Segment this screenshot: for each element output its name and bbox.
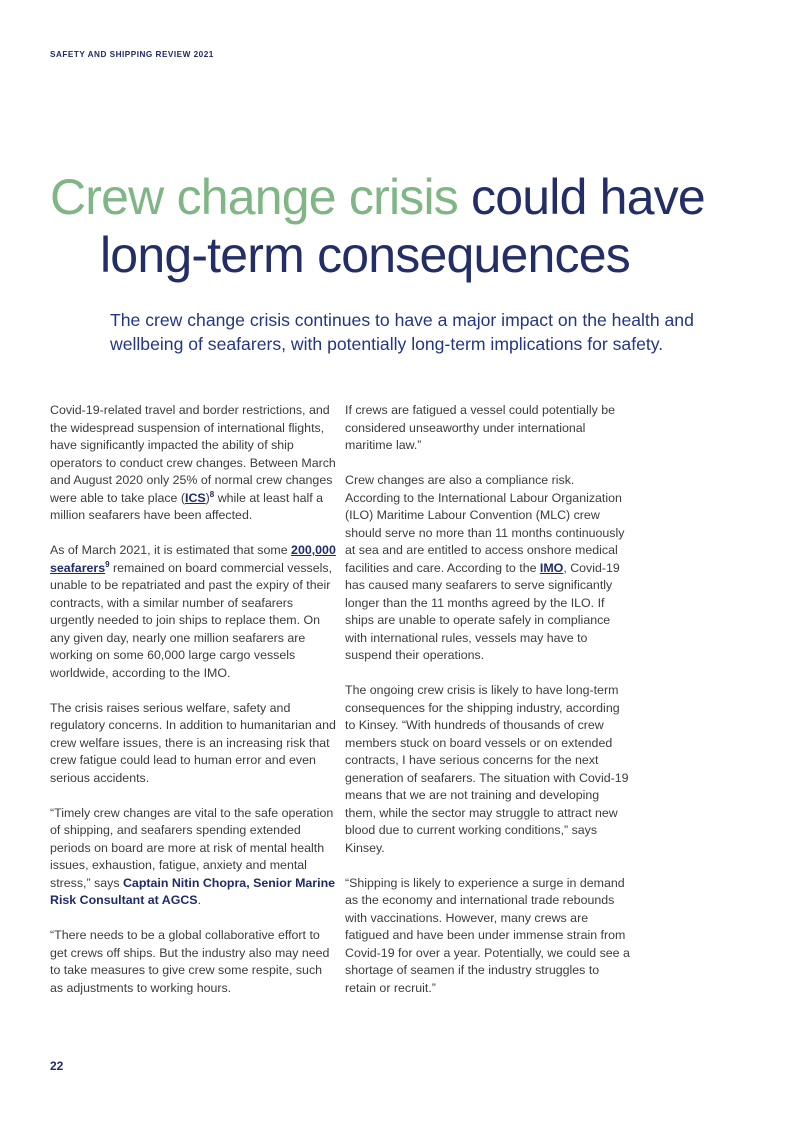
paragraph: If crews are fatigued a vessel could potentially be considered unseaworthy under international maritime law.” <box>345 403 615 452</box>
footnote-ref: 8 <box>209 489 215 499</box>
imo-link[interactable]: IMO <box>539 560 564 575</box>
running-header: SAFETY AND SHIPPING REVIEW 2021 <box>50 50 214 59</box>
title-line-1 <box>50 168 770 226</box>
title-rest: could have <box>457 169 705 225</box>
standfirst: The crew change crisis continues to have a major impact on the health and wellbeing of seafarers, with potentially long-term implications for safety. <box>110 310 694 354</box>
paragraph: “Shipping is likely to experience a surge in demand as the economy and international trade rebounds with vaccinations. However, many crews are fatigued and have been under immense strain from Covid-19 for over a year. Potentially, we could see a shortage of seamen if the industry struggles to retain or recruit.” <box>345 875 630 995</box>
paragraph <box>50 402 336 525</box>
paragraph: The crisis raises serious welfare, safety and regulatory concerns. In addition to humanitarian and crew welfare issues, there is an increasing risk that crew fatigue could lead to human error and even serious accidents. <box>50 700 336 785</box>
text-span: . <box>197 893 202 907</box>
text-span: , Covid-19 has caused many seafarers to serve significantly longer than the 11 months agreed by the ILO. If ships are unable to operate safely in compliance with international rules, vessels may have to suspend their operations. <box>345 560 620 662</box>
page-number: 22 <box>50 1059 64 1073</box>
paragraph: “There needs to be a global collaborative effort to get crews off ships. But the industry also may need to take measures to give crew some respite, such as adjustments to working hours. <box>50 928 330 995</box>
paragraph <box>50 542 336 682</box>
title-highlight: Crew change crisis <box>50 169 458 225</box>
body-column-left <box>50 402 336 1015</box>
text-span: remained on board commercial vessels, unable to be repatriated and past the expiry of their contracts, with a similar number of seafarers urgently needed to join ships to replace them. On any given day, nearly one million seafarers are working on some 60,000 large cargo vessels worldwide, according to the IMO. <box>50 560 333 680</box>
text-span: As of March 2021, it is estimated that some <box>50 543 292 557</box>
quote-attribution: Captain Nitin Chopra, Senior Marine Risk Consultant at AGCS <box>50 875 336 907</box>
paragraph <box>50 805 336 910</box>
paragraph <box>345 472 631 665</box>
text-span: while at least half a million seafarers have been affected. <box>50 490 324 522</box>
paragraph: The ongoing crew crisis is likely to have long-term consequences for the shipping industry, according to Kinsey. “With hundreds of thousands of crew members stuck on board vessels or on extended contracts, I have serious concerns for the next generation of seafarers. The situation with Covid-19 means that we are not training and developing them, while the sector may struggle to attract new blood due to current working conditions,” says Kinsey. <box>345 683 629 855</box>
seafarers-link[interactable]: 200,000 seafarers <box>50 543 336 575</box>
text-span: Crew changes are also a compliance risk. According to the International Labour Organization (ILO) Maritime Labour Convention (MLC) crew should serve no more than 11 months continuously at sea and are entitled to access onshore medical facilities and care. According to the <box>345 473 625 575</box>
ics-link[interactable]: ICS <box>185 490 206 505</box>
body-column-right <box>345 402 631 1015</box>
text-span: Covid-19-related travel and border restrictions, and the widespread suspension of international flights, have significantly impacted the ability of ship operators to conduct crew changes. Between March and August 2020 only 25% of normal crew changes were able to take place ( <box>50 403 336 505</box>
page-title <box>50 168 770 284</box>
text-span: “Timely crew changes are vital to the safe operation of shipping, and seafarers spending extended periods on board are more at risk of mental health issues, exhaustion, fatigue, anxiety and mental stress,” says <box>50 805 334 890</box>
text-span: ) <box>205 490 210 505</box>
title-line-2: long-term consequences <box>100 227 630 283</box>
footnote-ref: 9 <box>105 559 110 569</box>
